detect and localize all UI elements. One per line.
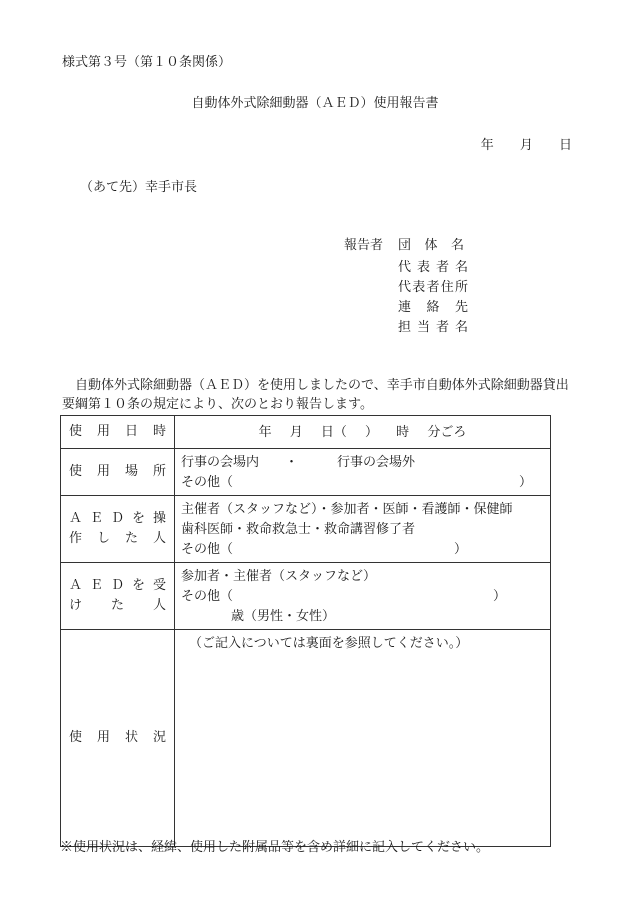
reporter-person-label: 担 当 者 名 bbox=[398, 320, 468, 335]
row-usage-status bbox=[61, 630, 551, 847]
row-usage-place bbox=[61, 449, 551, 496]
report-date-line: 年 月 日 bbox=[480, 138, 572, 153]
usage-place-header: 使 用 場 所 bbox=[61, 449, 175, 496]
intro-text bbox=[62, 376, 582, 414]
operator-other: その他（ ） bbox=[181, 542, 468, 557]
operator-options-1: 主催者（スタッフなど）・参加者・医師・看護師・保健師 bbox=[181, 502, 513, 517]
usage-datetime-header: 使 用 日 時 bbox=[61, 416, 175, 449]
row-operator bbox=[61, 496, 551, 563]
reporter-representative-label: 代 表 者 名 bbox=[398, 260, 468, 275]
usage-datetime-field[interactable]: 年 月 日（ ） 時 分ごろ bbox=[175, 416, 551, 449]
reporter-address-label: 代表者住所 bbox=[398, 280, 468, 295]
footnote: ※使用状況は、経緯、使用した附属品等を含め詳細に記入してください。 bbox=[60, 840, 490, 855]
reporter-label: 報告者 bbox=[344, 238, 384, 253]
reporter-contact-label: 連 絡 先 bbox=[398, 300, 468, 315]
reporter-organization-label: 団 体 名 bbox=[398, 238, 464, 253]
addressee: （あて先）幸手市長 bbox=[80, 180, 198, 195]
usage-place-other: その他（ ） bbox=[181, 475, 533, 490]
operator-header: ＡＥＤを操 作 し た 人 bbox=[61, 496, 175, 563]
usage-place-field[interactable] bbox=[175, 449, 551, 496]
usage-place-options: 行事の会場内 ・ 行事の会場外 bbox=[181, 455, 416, 470]
report-table bbox=[60, 415, 551, 847]
form-number: 様式第３号（第１０条関係） bbox=[62, 55, 232, 70]
row-recipient bbox=[61, 563, 551, 630]
intro-line-1: 自動体外式除細動器（ＡＥＤ）を使用しましたので、幸手市自動体外式除細動器貸出 bbox=[75, 378, 569, 393]
recipient-age-sex: 歳（男性・女性） bbox=[231, 609, 336, 624]
row-usage-datetime bbox=[61, 416, 551, 449]
operator-options-2: 歯科医師・救命救急士・救命講習修了者 bbox=[181, 522, 416, 537]
operator-field[interactable] bbox=[175, 496, 551, 563]
intro-line-2: 要綱第１０条の規定により、次のとおり報告します。 bbox=[62, 397, 373, 412]
usage-status-note: （ご記入については裏面を参照してください。） bbox=[189, 636, 469, 651]
recipient-field[interactable] bbox=[175, 563, 551, 630]
recipient-other: その他（ ） bbox=[181, 589, 507, 604]
document-title: 自動体外式除細動器（ＡＥＤ）使用報告書 bbox=[191, 96, 439, 111]
recipient-options: 参加者・主催者（スタッフなど） bbox=[181, 569, 377, 584]
recipient-header: ＡＥＤを受 け た 人 bbox=[61, 563, 175, 630]
usage-status-header: 使 用 状 況 bbox=[61, 630, 175, 847]
usage-status-field[interactable] bbox=[175, 630, 551, 847]
